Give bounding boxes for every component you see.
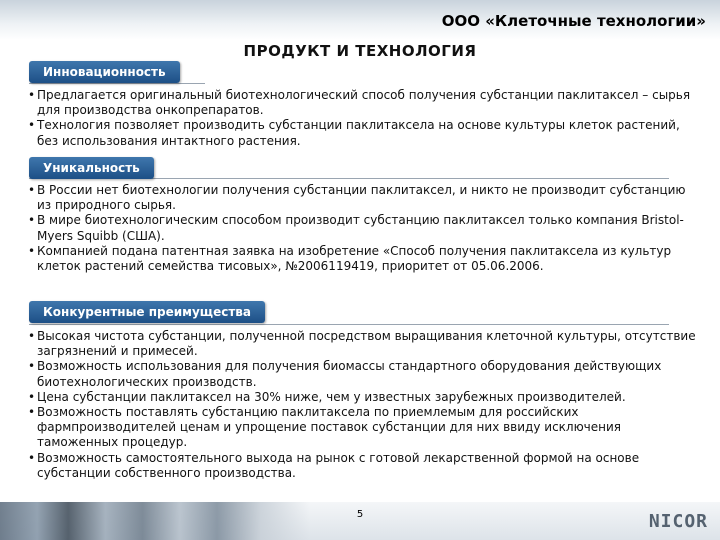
innovation-list — [28, 88, 698, 149]
company-name: ООО «Клеточные технологии» — [441, 12, 706, 30]
list-item: • Цена субстанции паклитаксел на 30% ниже, чем у известных зарубежных производителей. — [28, 390, 698, 405]
list-item: • Возможность поставлять субстанцию паклитаксела по приемлемым для российских фармпроизводителей ценам и упрощение поставок субстанции для них ввиду исключения таможенных процедур. — [28, 405, 698, 451]
section-label-innovation: Инновационность — [29, 61, 180, 83]
section-rule — [29, 83, 205, 84]
section-label-uniqueness: Уникальность — [29, 157, 154, 179]
advantages-list — [28, 329, 698, 481]
list-item: • В мире биотехнологическим способом производит субстанцию паклитаксел только компания Bristol-Myers Squibb (США). — [28, 213, 698, 243]
nicor-logo: NICOR — [648, 511, 708, 532]
list-item: • Компанией подана патентная заявка на изобретение «Способ получения паклитаксела из культур клеток растений семейства тисовых», №2006119419, приоритет от 05.06.2006. — [28, 244, 698, 274]
section-rule — [29, 324, 669, 325]
uniqueness-list — [28, 183, 698, 274]
list-item: • Предлагается оригинальный биотехнологический способ получения субстанции паклитаксел – сырья для производства онкопрепаратов. — [28, 88, 698, 118]
page-title: ПРОДУКТ И ТЕХНОЛОГИЯ — [243, 42, 477, 60]
list-item: • В России нет биотехнологии получения субстанции паклитаксел, и никто не производит субстанцию из природного сырья. — [28, 183, 698, 213]
list-item: • Технология позволяет производить субстанции паклитаксела на основе культуры клеток растений, без использования интактного растения. — [28, 118, 698, 148]
section-label-competitive-advantages: Конкурентные преимущества — [29, 301, 265, 323]
list-item: • Возможность самостоятельного выхода на рынок с готовой лекарственной формой на основе субстанции собственного производства. — [28, 451, 698, 481]
list-item: • Возможность использования для получения биомассы стандартного оборудования действующих биотехнологических производств. — [28, 359, 698, 389]
page-number: 5 — [356, 509, 364, 520]
list-item: • Высокая чистота субстанции, полученной посредством выращивания клеточной культуры, отсутствие загрязнений и примесей. — [28, 329, 698, 359]
footer-photo-strip — [0, 502, 310, 540]
